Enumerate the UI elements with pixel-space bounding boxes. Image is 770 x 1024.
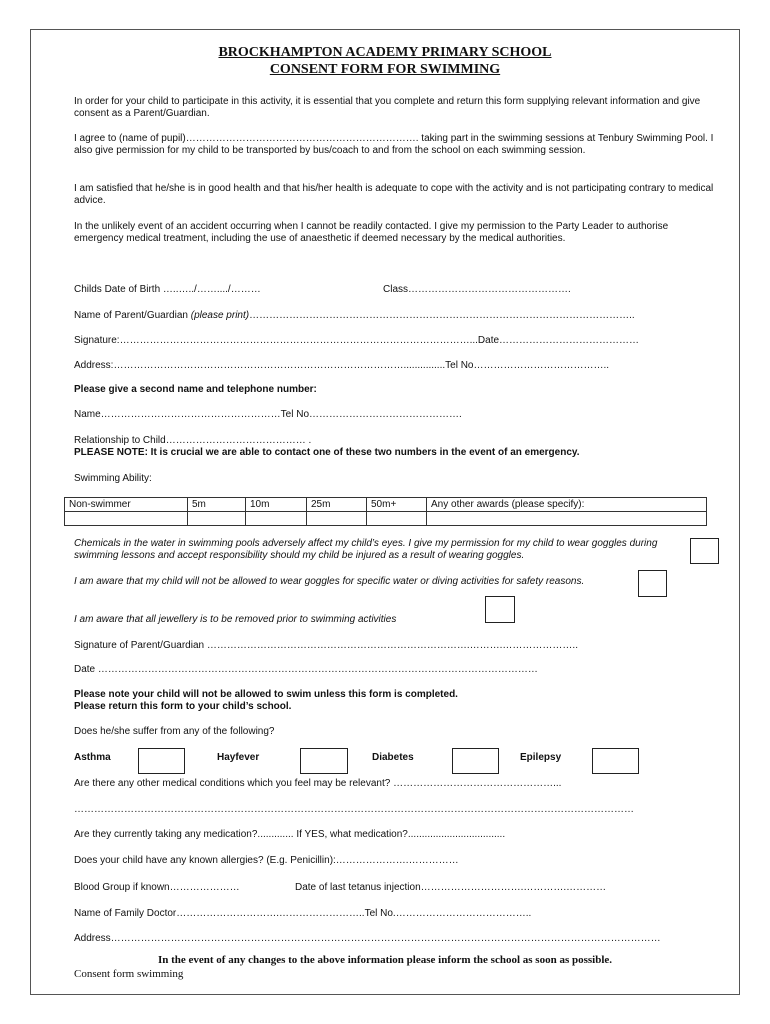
medication-field[interactable]: Are they currently taking any medication?............. If YES, what medication?................................... xyxy=(74,829,506,840)
cell-10m[interactable] xyxy=(246,512,307,526)
diabetes-label: Diabetes xyxy=(372,752,414,763)
jewellery-text: I am aware that all jewellery is to be removed prior to swimming activities xyxy=(74,614,397,625)
hayfever-label: Hayfever xyxy=(217,752,260,763)
swimming-ability-table xyxy=(64,497,707,526)
table-header-row xyxy=(65,498,707,512)
cell-50m-plus[interactable] xyxy=(367,512,427,526)
asthma-checkbox[interactable] xyxy=(138,748,185,774)
second-name-tel-field[interactable]: Name………………………………………………Tel No………………………………………. xyxy=(74,409,462,420)
emergency-paragraph: In the unlikely event of an accident occurring when I cannot be readily contacted. I give my permission to the Party Leader to authorise emergency medical treatment, including the use of anaesthetic if deemed necessary by the medical authorities. xyxy=(74,221,669,244)
agree-paragraph: I agree to (name of pupil)……………………………………………………………. taking part in the swimming sessions at Tenbury Swimming Pool. I also give permission for my child to be transported by bus/coach to and from the school on each swimming session. xyxy=(74,133,714,156)
school-name: BROCKHAMPTON ACADEMY PRIMARY SCHOOL xyxy=(218,45,552,60)
class-field[interactable]: Class…………………………………………. xyxy=(383,284,571,295)
changes-note: In the event of any changes to the above information please inform the school as soon as possible. xyxy=(157,954,613,966)
health-paragraph: I am satisfied that he/she is in good health and that his/her health is adequate to cope with the activity and is not participating contrary to medical advice. xyxy=(74,183,714,206)
cell-non-swimmer[interactable] xyxy=(65,512,188,526)
parent-name-field[interactable] xyxy=(74,310,635,321)
other-conditions-field[interactable]: Are there any other medical conditions which you feel may be relevant? …………………………………………... xyxy=(74,778,562,789)
cell-other-awards[interactable] xyxy=(427,512,707,526)
signature-date-field[interactable]: Signature:……………………………………………………………………………………………...Date…………………………………… xyxy=(74,335,640,346)
col-25m: 25m xyxy=(307,498,367,512)
parent-signature-field[interactable]: Signature of Parent/Guardian …………………………………………………………………….……….………………….. xyxy=(74,640,578,651)
other-conditions-line[interactable]: …………………………………………………………………………………………………………………………………………………… xyxy=(74,804,634,815)
parent-name-label: Name of Parent/Guardian xyxy=(74,310,191,321)
please-print-label: (please print) xyxy=(190,310,250,321)
return-note: Please return this form to your child’s school. xyxy=(74,701,292,712)
swimming-ability-label: Swimming Ability: xyxy=(74,473,152,484)
col-50m-plus: 50m+ xyxy=(367,498,427,512)
goggles-consent-text: Chemicals in the water in swimming pools adversely affect my child’s eyes. I give my permission for my child to wear goggles during swimming lessons and accept responsibility should my child be injured as a result of wearing goggles. xyxy=(74,538,658,561)
no-goggles-checkbox[interactable] xyxy=(638,570,667,597)
relationship-field[interactable]: Relationship to Child…………………………………… . xyxy=(74,435,312,446)
hayfever-checkbox[interactable] xyxy=(300,748,348,774)
medical-question: Does he/she suffer from any of the following? xyxy=(74,726,275,737)
completion-note: Please note your child will not be allowed to swim unless this form is completed. xyxy=(74,689,458,700)
doctor-address-field[interactable]: Address………………………………………………………………………………………………………………………………………………… xyxy=(74,933,661,944)
col-other-awards: Any other awards (please specify): xyxy=(427,498,707,512)
document-footer-name: Consent form swimming xyxy=(74,968,184,980)
second-contact-heading: Please give a second name and telephone number: xyxy=(74,384,317,395)
epilepsy-label: Epilepsy xyxy=(520,752,562,763)
address-tel-field[interactable]: Address:……………………………………………………………………………...............Tel No………………………………….. xyxy=(74,360,610,371)
table-entry-row xyxy=(65,512,707,526)
epilepsy-checkbox[interactable] xyxy=(592,748,639,774)
consent-date-field[interactable]: Date …………………………………………………………………………………………………………………… xyxy=(74,664,538,675)
goggles-checkbox[interactable] xyxy=(690,538,719,564)
family-doctor-field[interactable]: Name of Family Doctor………………………….……………………..Tel No.………………………………….. xyxy=(74,908,532,919)
jewellery-checkbox[interactable] xyxy=(485,596,515,623)
col-5m: 5m xyxy=(188,498,246,512)
diabetes-checkbox[interactable] xyxy=(452,748,499,774)
tetanus-field[interactable]: Date of last tetanus injection………………………….………….………… xyxy=(295,882,607,893)
please-note: PLEASE NOTE: It is crucial we are able to contact one of these two numbers in the event of an emergency. xyxy=(74,447,580,458)
dob-field[interactable]: Childs Date of Birth …..…../……..../……… xyxy=(74,284,261,295)
intro-paragraph: In order for your child to participate in this activity, it is essential that you complete and return this form supplying relevant information and give consent as a Parent/Guardian. xyxy=(74,96,701,119)
col-non-swimmer: Non-swimmer xyxy=(65,498,188,512)
cell-5m[interactable] xyxy=(188,512,246,526)
allergies-field[interactable]: Does your child have any known allergies? (E.g. Penicillin):………………….…………… xyxy=(74,855,459,866)
form-title: CONSENT FORM FOR SWIMMING xyxy=(269,62,501,77)
asthma-label: Asthma xyxy=(74,752,111,763)
parent-name-dots: …………………………………………………………………………………………………….. xyxy=(249,310,635,321)
cell-25m[interactable] xyxy=(307,512,367,526)
col-10m: 10m xyxy=(246,498,307,512)
blood-group-field[interactable]: Blood Group if known………………… xyxy=(74,882,240,893)
no-goggles-text: I am aware that my child will not be allowed to wear goggles for specific water or diving activities for safety reasons. xyxy=(74,576,585,587)
